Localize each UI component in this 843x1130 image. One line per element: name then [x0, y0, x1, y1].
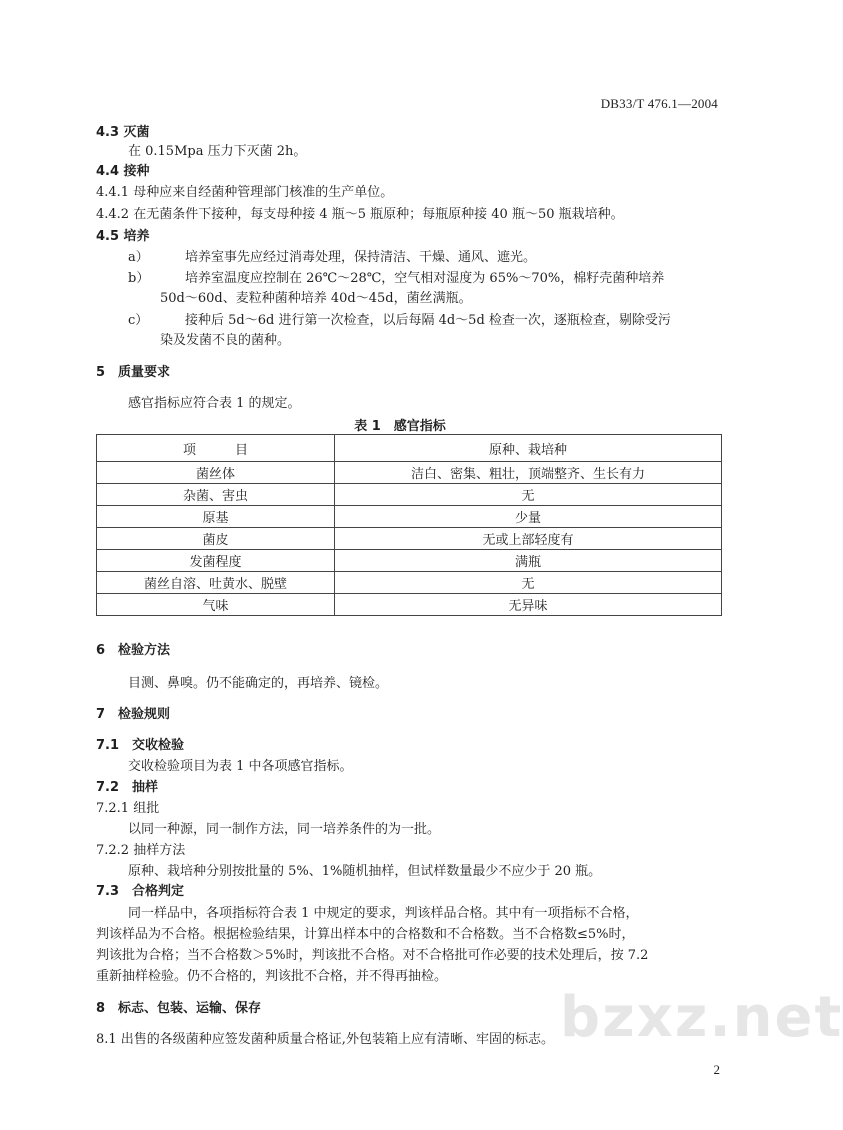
list-item-c-line1: 接种后 5d～6d 进行第一次检查，以后每隔 4d～5d 检查一次，逐瓶检查，剔除受污	[185, 313, 671, 328]
section-7-heading: 7 检验规则	[96, 707, 171, 722]
section-7-2-1-text: 以同一种源，同一制作方法，同一培养条件的为一批。	[128, 822, 441, 837]
table-header-row	[97, 435, 722, 462]
section-7-2-2-text: 原种、栽培种分别按批量的 5%、1%随机抽样，但试样数量最少不应少于 20 瓶。	[128, 864, 602, 879]
list-mark-a: a）	[128, 250, 149, 265]
table-header-item: 项 目	[97, 435, 335, 462]
section-7-3-line2: 判该样品为不合格。根据检验结果，计算出样本中的合格数和不合格数。当不合格数≤5%时，	[96, 927, 635, 942]
table-cell-value: 满瓶	[335, 550, 722, 572]
section-4-3-heading: 4.3 灭菌	[96, 125, 150, 140]
section-4-3-text: 在 0.15Mpa 压力下灭菌 2h。	[128, 144, 307, 159]
table-row	[97, 506, 722, 528]
section-7-3-heading: 7.3 合格判定	[96, 884, 185, 899]
table-cell-item: 杂菌、害虫	[97, 484, 335, 506]
section-8-1-text: 8.1 出售的各级菌种应签发菌种质量合格证,外包装箱上应有清晰、牢固的标志。	[96, 1032, 554, 1047]
table-row	[97, 484, 722, 506]
section-4-4-1-text: 4.4.1 母种应来自经菌种管理部门核准的生产单位。	[96, 185, 394, 200]
table-cell-item: 气味	[97, 594, 335, 616]
list-mark-c: c）	[128, 313, 149, 328]
table-cell-item: 发菌程度	[97, 550, 335, 572]
section-4-4-2-text: 4.4.2 在无菌条件下接种，每支母种接 4 瓶～5 瓶原种；每瓶原种接 40 瓶～50 瓶栽培种。	[96, 207, 624, 222]
table-cell-value: 少量	[335, 506, 722, 528]
table-row	[97, 572, 722, 594]
list-item-b-line2: 50d～60d、麦粒种菌种培养 40d～45d，菌丝满瓶。	[160, 291, 472, 306]
section-7-2-2-heading: 7.2.2 抽样方法	[96, 843, 186, 858]
standard-code: DB33/T 476.1—2004	[600, 96, 718, 111]
table-row	[97, 594, 722, 616]
section-5-heading: 5 质量要求	[96, 365, 171, 380]
table-cell-value: 无异味	[335, 594, 722, 616]
list-item-c-line2: 染及发菌不良的菌种。	[160, 333, 291, 348]
section-6-heading: 6 检验方法	[96, 643, 171, 658]
list-item-b-line1: 培养室温度应控制在 26℃～28℃，空气相对湿度为 65%～70%，棉籽壳菌种培养	[185, 271, 665, 286]
watermark: bzxz.net	[560, 985, 843, 1050]
section-7-3-line4: 重新抽样检验。仍不合格的，判该批不合格，并不得再抽检。	[96, 969, 448, 984]
table-row	[97, 462, 722, 484]
table-1	[96, 434, 722, 616]
section-8-heading: 8 标志、包装、运输、保存	[96, 1001, 262, 1016]
page-number: 2	[713, 1062, 720, 1077]
section-7-1-heading: 7.1 交收检验	[96, 738, 185, 753]
table-cell-value: 洁白、密集、粗壮，顶端整齐、生长有力	[335, 462, 722, 484]
section-4-4-heading: 4.4 接种	[96, 164, 150, 179]
section-7-3-line3: 判该批为合格；当不合格数＞5%时，判该批不合格。对不合格批可作必要的技术处理后，按 7.2	[96, 948, 649, 963]
table-cell-item: 菌皮	[97, 528, 335, 550]
table-row	[97, 550, 722, 572]
table-cell-value: 无或上部轻度有	[335, 528, 722, 550]
list-mark-b: b）	[128, 271, 150, 286]
section-5-text: 感官指标应符合表 1 的规定。	[128, 396, 301, 411]
section-7-1-text: 交收检验项目为表 1 中各项感官指标。	[128, 759, 353, 774]
section-6-text: 目测、鼻嗅。仍不能确定的，再培养、镜检。	[128, 676, 389, 691]
section-7-2-1-heading: 7.2.1 组批	[96, 801, 160, 816]
section-7-2-heading: 7.2 抽样	[96, 780, 159, 795]
list-item-a: 培养室事先应经过消毒处理，保持清洁、干燥、通风、遮光。	[185, 250, 537, 265]
table-cell-item: 原基	[97, 506, 335, 528]
table-cell-value: 无	[335, 572, 722, 594]
table-row	[97, 528, 722, 550]
section-7-3-line1: 同一样品中，各项指标符合表 1 中规定的要求，判该样品合格。其中有一项指标不合格，	[128, 906, 639, 921]
table-cell-item: 菌丝体	[97, 462, 335, 484]
table-header-grade: 原种、栽培种	[335, 435, 722, 462]
section-4-5-heading: 4.5 培养	[96, 229, 150, 244]
table-cell-item: 菌丝自溶、吐黄水、脱壁	[97, 572, 335, 594]
table-1-caption: 表 1 感官指标	[354, 419, 446, 434]
table-cell-value: 无	[335, 484, 722, 506]
